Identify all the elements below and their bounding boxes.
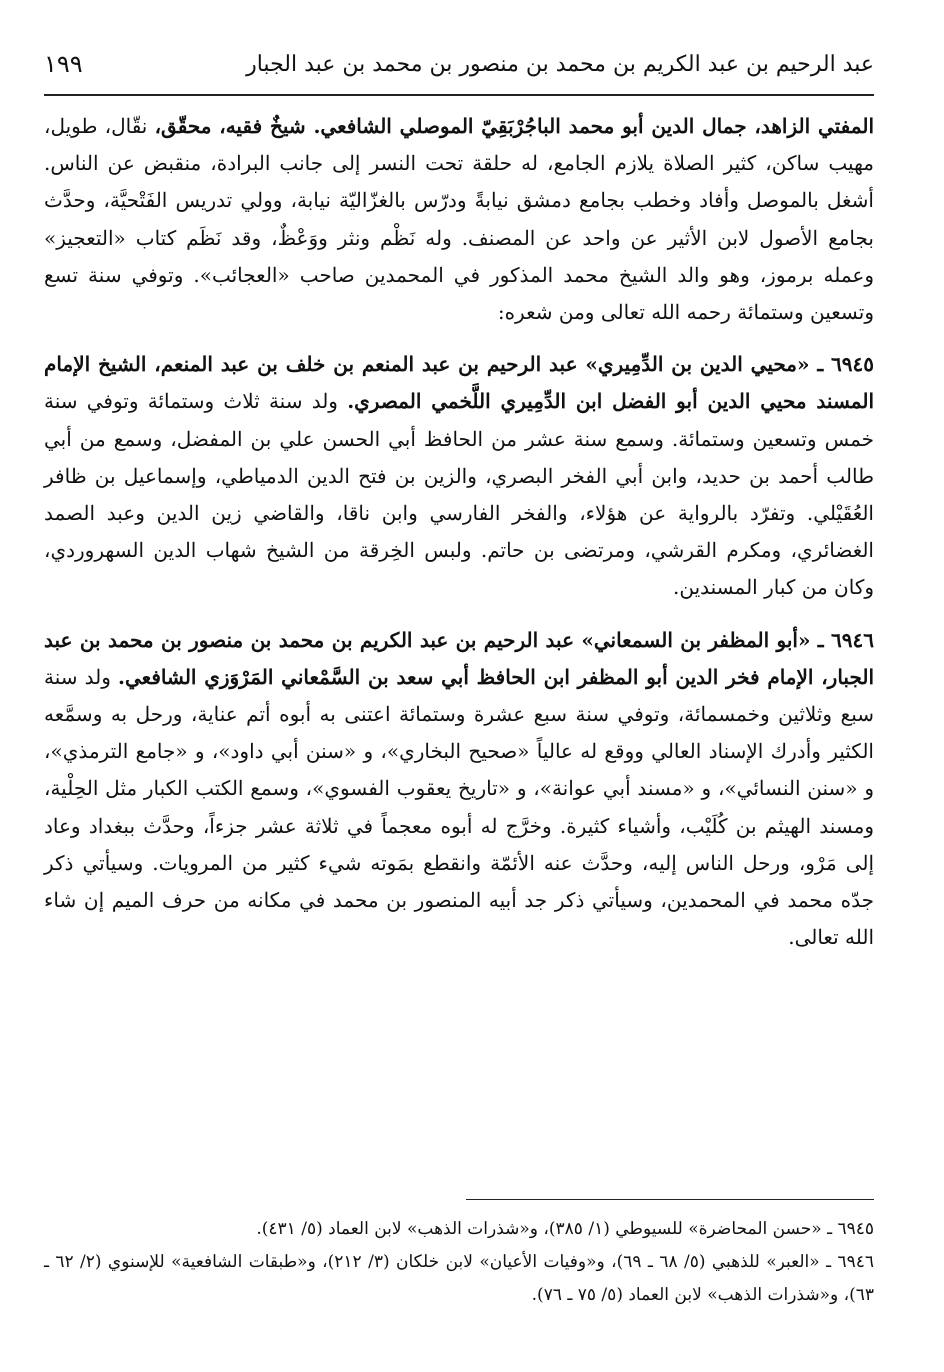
main-text (44, 108, 874, 956)
entry-body: ولد سنة ثلاث وستمائة وتوفي سنة خمس وتسعين وستمائة. وسمع سنة عشر من الحافظ أبي الحسن علي بن المفضل، وسمع من أبي طالب أحمد بن حديد، وابن أبي الفخر البصري، والزين بن فتح الدين الدمياطي، وإسماعيل بن ظافر العُقَيْلي. وتفرّد بالرواية عن هؤلاء، والفخر الفارسي وابن ناقا، والقاضي زين الدين وعبد الصمد الغضائري، ومكرم القرشي، ومرتضى بن حاتم. ولبس الخِرقة من الشيخ شهاب الدين السهروردي، وكان من كبار المسندين. (44, 389, 874, 600)
footnote-divider (466, 1199, 874, 1200)
entry-heading: ٦٩٤٦ ـ «أبو المظفر بن السمعاني» عبد الرحيم بن عبد الكريم بن محمد بن منصور بن محمد بن عبد الجبار، الإمام فخر الدين أبو المظفر ابن الحافظ أبي سعد بن السَّمْعاني المَرْوَزي الشافعي. (44, 627, 875, 689)
entry-6945 (44, 346, 874, 606)
header-title: عبد الرحيم بن عبد الكريم بن محمد بن منصور بن محمد بن عبد الجبار (246, 52, 874, 77)
entry-body: ولد سنة سبع وثلاثين وخمسمائة، وتوفي سنة سبع عشرة وستمائة اعتنى به أبوه أتم عناية، ورحل به وسمَّعه الكثير وأدرك الإسناد العالي ووقع له عالياً «صحيح البخاري»، و «سنن أبي داود»، و «جامع الترمذي»، و «سنن النسائي»، و «مسند أبي عوانة»، و «تاريخ يعقوب الفسوي»، وسمع الكتب الكبار مثل الحِلْية، ومسند الهيثم بن كُلَيْب، وأشياء كثيرة. وخرَّج له أبوه معجماً في ثلاثة عشر جزءاً، وحدَّث ببغداد وعاد إلى مَرْو، ورحل الناس إليه، وحدَّث عنه الأئمّة وانقطع بمَوته شيء كثير من المرويات. وسيأتي ذكر جدّه محمد في المحمدين، وسيأتي ذكر جد أبيه المنصور بن محمد في مكانه من حرف الميم إن شاء الله تعالى. (44, 664, 874, 950)
footnote-6945: ٦٩٤٥ ـ «حسن المحاضرة» للسيوطي (١/ ٣٨٥)، و«شذرات الذهب» لابن العماد (٥/ ٤٣١). (256, 1219, 874, 1239)
footnote-6946: ٦٩٤٦ ـ «العبر» للذهبي (٥/ ٦٨ ـ ٦٩)، و«وفيات الأعيان» لابن خلكان (٣/ ٢١٢)، و«طبقات الشافعية» للإسنوي (٢/ ٦٢ ـ ٦٣)، و«شذرات الذهب» لابن العماد (٥/ ٧٥ ـ ٧٦). (44, 1252, 874, 1305)
footnotes (44, 1213, 874, 1312)
entry-6946 (44, 622, 874, 957)
paragraph-continuation (44, 108, 874, 331)
paragraph-body: نقّال، طويل، مهيب ساكن، كثير الصلاة يلازم الجامع، له حلقة تحت النسر إلى جانب البرادة، منقبض عن الناس. أشغل بالموصل وأفاد وخطب بجامع دمشق نيابةً ودرّس بالغزّاليّة نيابة، وولي تدريس الفَتْحيَّة، وحدَّث بجامع الأصول لابن الأثير عن واحد عن المصنف. وله نَظْم ونثر ووَعْظٌ، وقد نَظَم كتاب «التعجيز» وعمله برموز، وهو والد الشيخ محمد المذكور في المحمدين صاحب «العجائب». وتوفي سنة تسع وتسعين وستمائة رحمه الله تعالى ومن شعره: (44, 114, 874, 325)
entry-heading: ٦٩٤٥ ـ «محيي الدين بن الدِّمِيري» عبد الرحيم بن عبد المنعم بن خلف بن عبد المنعم، الشيخ الإمام المسند محيي الدين أبو الفضل ابن الدِّمِيري اللَّخمي المصري. (44, 352, 875, 414)
header-divider (44, 94, 874, 96)
running-header (44, 44, 874, 84)
page-number: ١٩٩ (44, 50, 83, 78)
paragraph-lead: المفتي الزاهد، جمال الدين أبو محمد الباجُرْبَقِيّ الموصلي الشافعي. شيخٌ فقيه، محقّق، (154, 114, 874, 138)
